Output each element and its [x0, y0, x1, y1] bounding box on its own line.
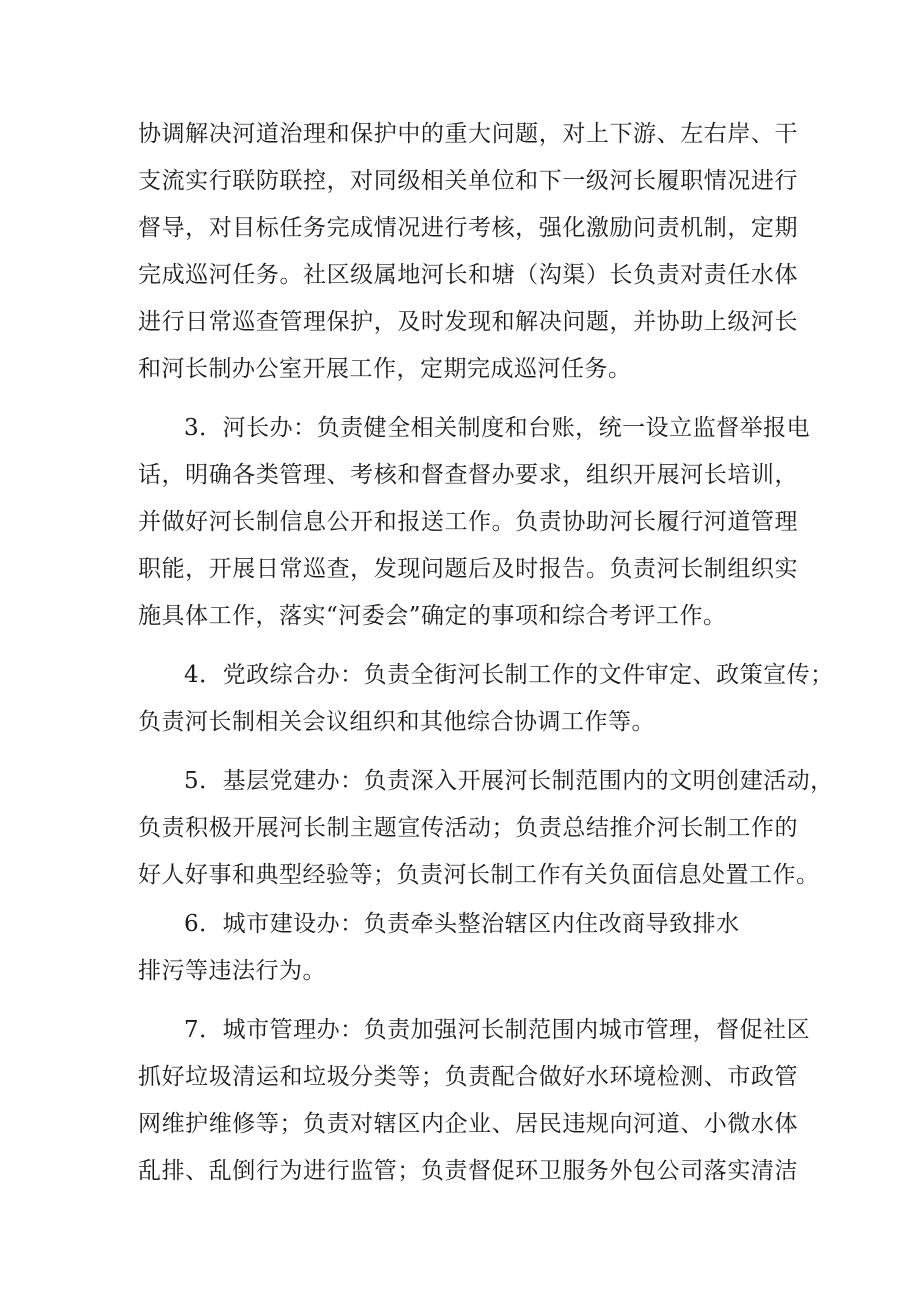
paragraph-item-5 [138, 758, 834, 899]
text-line: 施具体工作，落实“河委会”确定的事项和综合考评工作。 [138, 603, 727, 629]
text-line: 6．城市建设办：负责牵头整治辖区内住改商导致排水 [184, 911, 740, 937]
text-line: 和河长制办公室开展工作，定期完成巡河任务。 [138, 356, 632, 382]
text-line: 4．党政综合办：负责全街河长制工作的文件审定、政策宣传； [184, 662, 834, 688]
text-line: 协调解决河道治理和保护中的重大问题，对上下游、左右岸、干 [138, 121, 798, 147]
text-line: 督导，对目标任务完成情况进行考核，强化激励问责机制，定期 [138, 215, 798, 241]
text-line: 好人好事和典型经验等；负责河长制工作有关负面信息处置工作。 [138, 862, 820, 888]
paragraph-item-3 [138, 405, 811, 640]
text-line: 并做好河长制信息公开和报送工作。负责协助河长履行河道管理 [138, 509, 798, 535]
text-line: 完成巡河任务。社区级属地河长和塘（沟渠）长负责对责任水体 [138, 262, 798, 288]
text-line: 话，明确各类管理、考核和督查督办要求，组织开展河长培训， [138, 462, 798, 488]
text-line: 排污等违法行为。 [138, 958, 326, 984]
text-line: 7．城市管理办：负责加强河长制范围内城市管理，督促社区 [184, 1017, 811, 1043]
text-line: 负责河长制相关会议组织和其他综合协调工作等。 [138, 709, 655, 735]
text-line: 抓好垃圾清运和垃圾分类等；负责配合做好水环境检测、市政管 [138, 1064, 798, 1090]
text-line: 5．基层党建办：负责深入开展河长制范围内的文明创建活动， [184, 768, 834, 794]
text-line: 负责积极开展河长制主题宣传活动；负责总结推介河长制工作的 [138, 815, 798, 841]
text-line: 支流实行联防联控，对同级相关单位和下一级河长履职情况进行 [138, 168, 798, 194]
text-line: 进行日常巡查管理保护，及时发现和解决问题，并协助上级河长 [138, 309, 798, 335]
paragraph-item-7 [138, 1007, 811, 1195]
paragraph-item-6 [138, 901, 798, 995]
text-line: 网维护维修等；负责对辖区内企业、居民违规向河道、小微水体 [138, 1111, 798, 1137]
paragraph-item-4 [138, 652, 834, 746]
text-line: 乱排、乱倒行为进行监管；负责督促环卫服务外包公司落实清洁 [138, 1158, 798, 1184]
text-line: 职能，开展日常巡查，发现问题后及时报告。负责河长制组织实 [138, 556, 798, 582]
paragraph-river-chief-duties [138, 111, 798, 393]
document-page [138, 111, 834, 1195]
text-line: 3．河长办：负责健全相关制度和台账，统一设立监督举报电 [184, 415, 811, 441]
